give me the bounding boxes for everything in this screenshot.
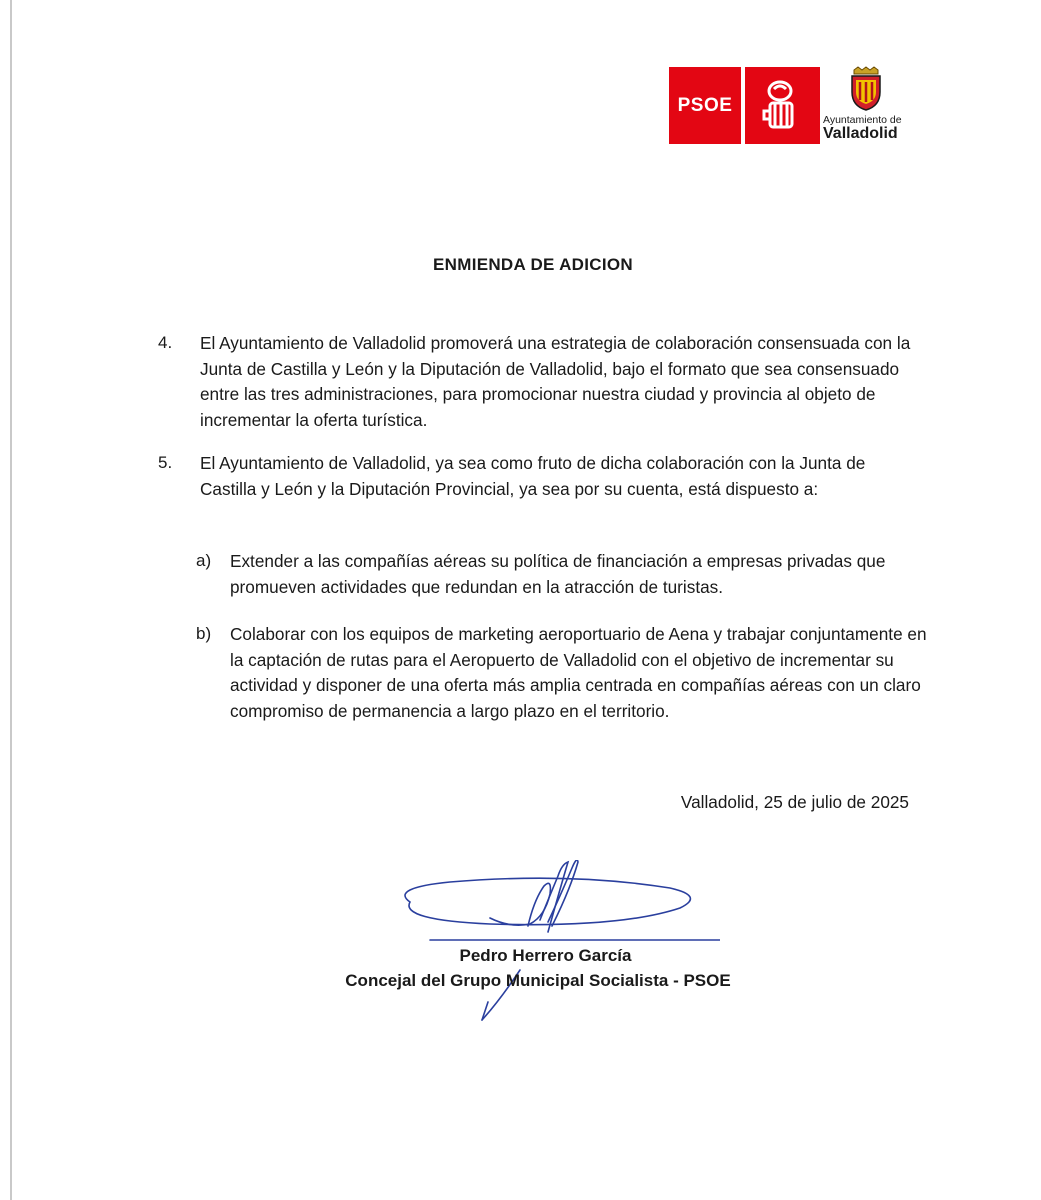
document-title: ENMIENDA DE ADICION — [433, 255, 633, 274]
signatory-role: Concejal del Grupo Municipal Socialista - PSOE — [345, 971, 731, 990]
psoe-logo-text: PSOE — [677, 94, 733, 116]
psoe-logo — [669, 67, 741, 144]
subitem-letter: a) — [196, 551, 212, 570]
page-edge-divider — [10, 0, 12, 1200]
signatory-name: Pedro Herrero García — [459, 946, 632, 965]
item-text: El Ayuntamiento de Valladolid promoverá una estrategia de colaboración consensuada con la Junta de Castilla y León y la Diputación de Valladolid, bajo el formato que sea consensuado entre las tres administraciones, para promocionar nuestra ciudad y provincia al objeto de incrementar la oferta turística. — [200, 333, 911, 430]
item-number: 5. — [158, 453, 173, 472]
subitem-text: Extender a las compañías aéreas su política de financiación a empresas privadas que promueven actividades que redundan en la atracción de turistas. — [230, 551, 886, 597]
document-date: Valladolid, 25 de julio de 2025 — [680, 792, 909, 812]
valladolid-coat-of-arms-icon — [846, 66, 886, 117]
subitem-text: Colaborar con los equipos de marketing aeroportuario de Aena y trabajar conjuntamente en la captación de rutas para el Aeropuerto de Valladolid con el objetivo de incrementar su actividad y disponer de una oferta más amplia centrada en compañías aéreas con un claro compromiso de permanencia a largo plazo en el territorio. — [230, 624, 927, 721]
subitem-letter: b) — [196, 624, 212, 643]
item-number: 4. — [158, 333, 173, 352]
item-text: El Ayuntamiento de Valladolid, ya sea como fruto de dicha colaboración con la Junta de Castilla y León y la Diputación Provincial, ya sea por su cuenta, está dispuesto a: — [200, 453, 866, 499]
ayuntamiento-label: Ayuntamiento de — [823, 114, 902, 126]
ayuntamiento-city: Valladolid — [823, 125, 898, 142]
psoe-rose-fist-icon — [745, 67, 820, 144]
